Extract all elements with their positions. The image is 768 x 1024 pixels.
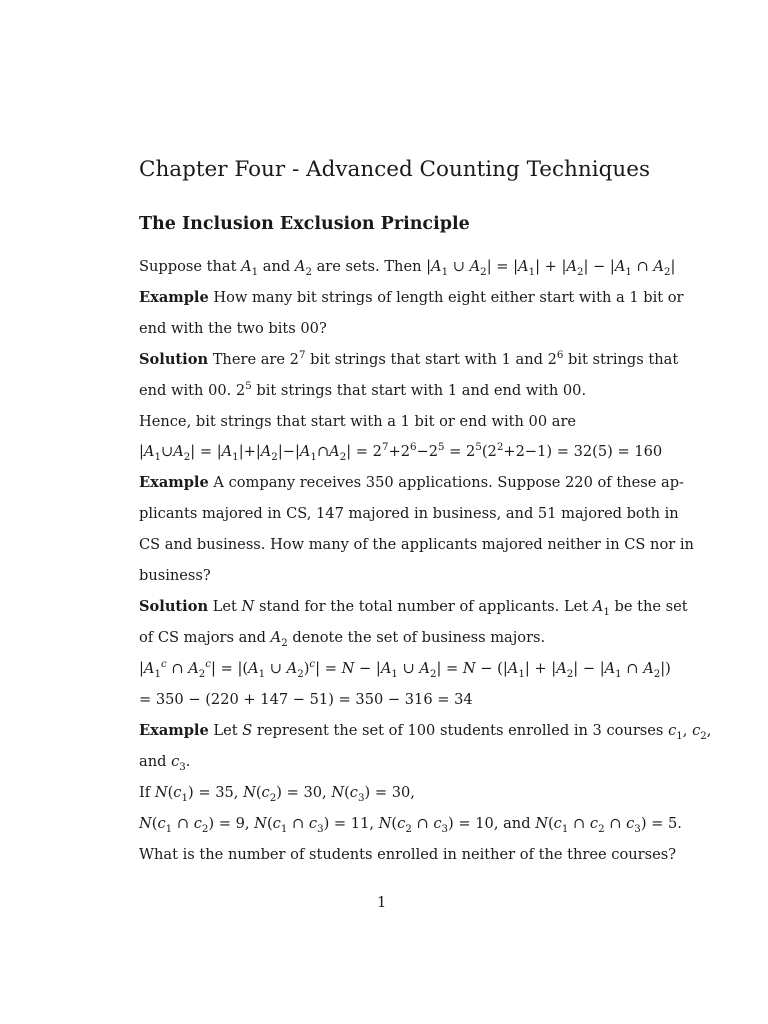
paragraph-line: business? xyxy=(139,567,211,584)
page-number: 1 xyxy=(377,894,387,911)
paragraph-line: Example How many bit strings of length eight either start with a 1 bit or xyxy=(139,289,684,306)
section-title: The Inclusion Exclusion Principle xyxy=(139,214,470,234)
paragraph-line: Example Let S represent the set of 100 students enrolled in 3 courses $c_1$, $c_2$, xyxy=(139,722,712,742)
chapter-title: Chapter Four - Advanced Counting Techniques xyxy=(139,157,650,182)
paragraph-line: and $c_3$. xyxy=(139,753,191,773)
paragraph-line: Example A company receives 350 applications. Suppose 220 of these ap- xyxy=(139,474,684,491)
paragraph-line: If $N(c_1) = 35$, $N(c_2) = 30$, $N(c_3) = 30$, xyxy=(139,784,415,804)
equation-line: $|A_1^c$ ∩ $A_2^c| = |(A_1$ ∪ $A_2)^c| = N - |A_1$ ∪ $A_2| = N - (|A_1| + |A_2| - |A_1$ ∩ $A_2|$) xyxy=(139,659,671,680)
paragraph-line: CS and business. How many of the applicants majored neither in CS nor in xyxy=(139,536,694,553)
paragraph-line: Hence, bit strings that start with a 1 bit or end with 00 are xyxy=(139,413,577,430)
paragraph-line: end with the two bits 00? xyxy=(139,320,327,337)
paragraph-line: What is the number of students enrolled in neither of the three courses? xyxy=(139,846,677,863)
paragraph-line: Solution There are $2^7$ bit strings that start with 1 and $2^6$ bit strings that xyxy=(139,350,679,368)
paragraph-line: Solution Let N stand for the total number of applicants. Let $A_1$ be the set xyxy=(139,598,688,618)
equation-line: = 350 − (220 + 147 − 51) = 350 − 316 = 34 xyxy=(139,691,473,708)
paragraph-line: plicants majored in CS, 147 majored in business, and 51 majored both in xyxy=(139,505,679,522)
equation-line: $|A_1\cup A_2|$ = $|A_1|+|A_2|-|A_1\cap A_2| = 2^7+2^6-2^5 = 2^5(2^2+2-1) = 32(5) = 160$ xyxy=(139,442,663,463)
paragraph-line: of CS majors and $A_2$ denote the set of business majors. xyxy=(139,629,546,649)
paragraph-line: $N(c_1$ ∩ $c_2) = 9$, $N(c_1$ ∩ $c_3) = 11$, $N(c_2$ ∩ $c_3) = 10$, and $N(c_1$ ∩ $c_2$ ∩ $c_3) = 5$. xyxy=(139,815,682,835)
paragraph-line: end with 00. $2^5$ bit strings that start with 1 and end with 00. xyxy=(139,381,587,399)
paragraph-line: Suppose that $A_1$ and $A_2$ are sets. Then $|A_1$ ∪ $A_2| = |A_1| + |A_2| - |A_1$ ∩ $A_2|$ xyxy=(139,258,676,278)
